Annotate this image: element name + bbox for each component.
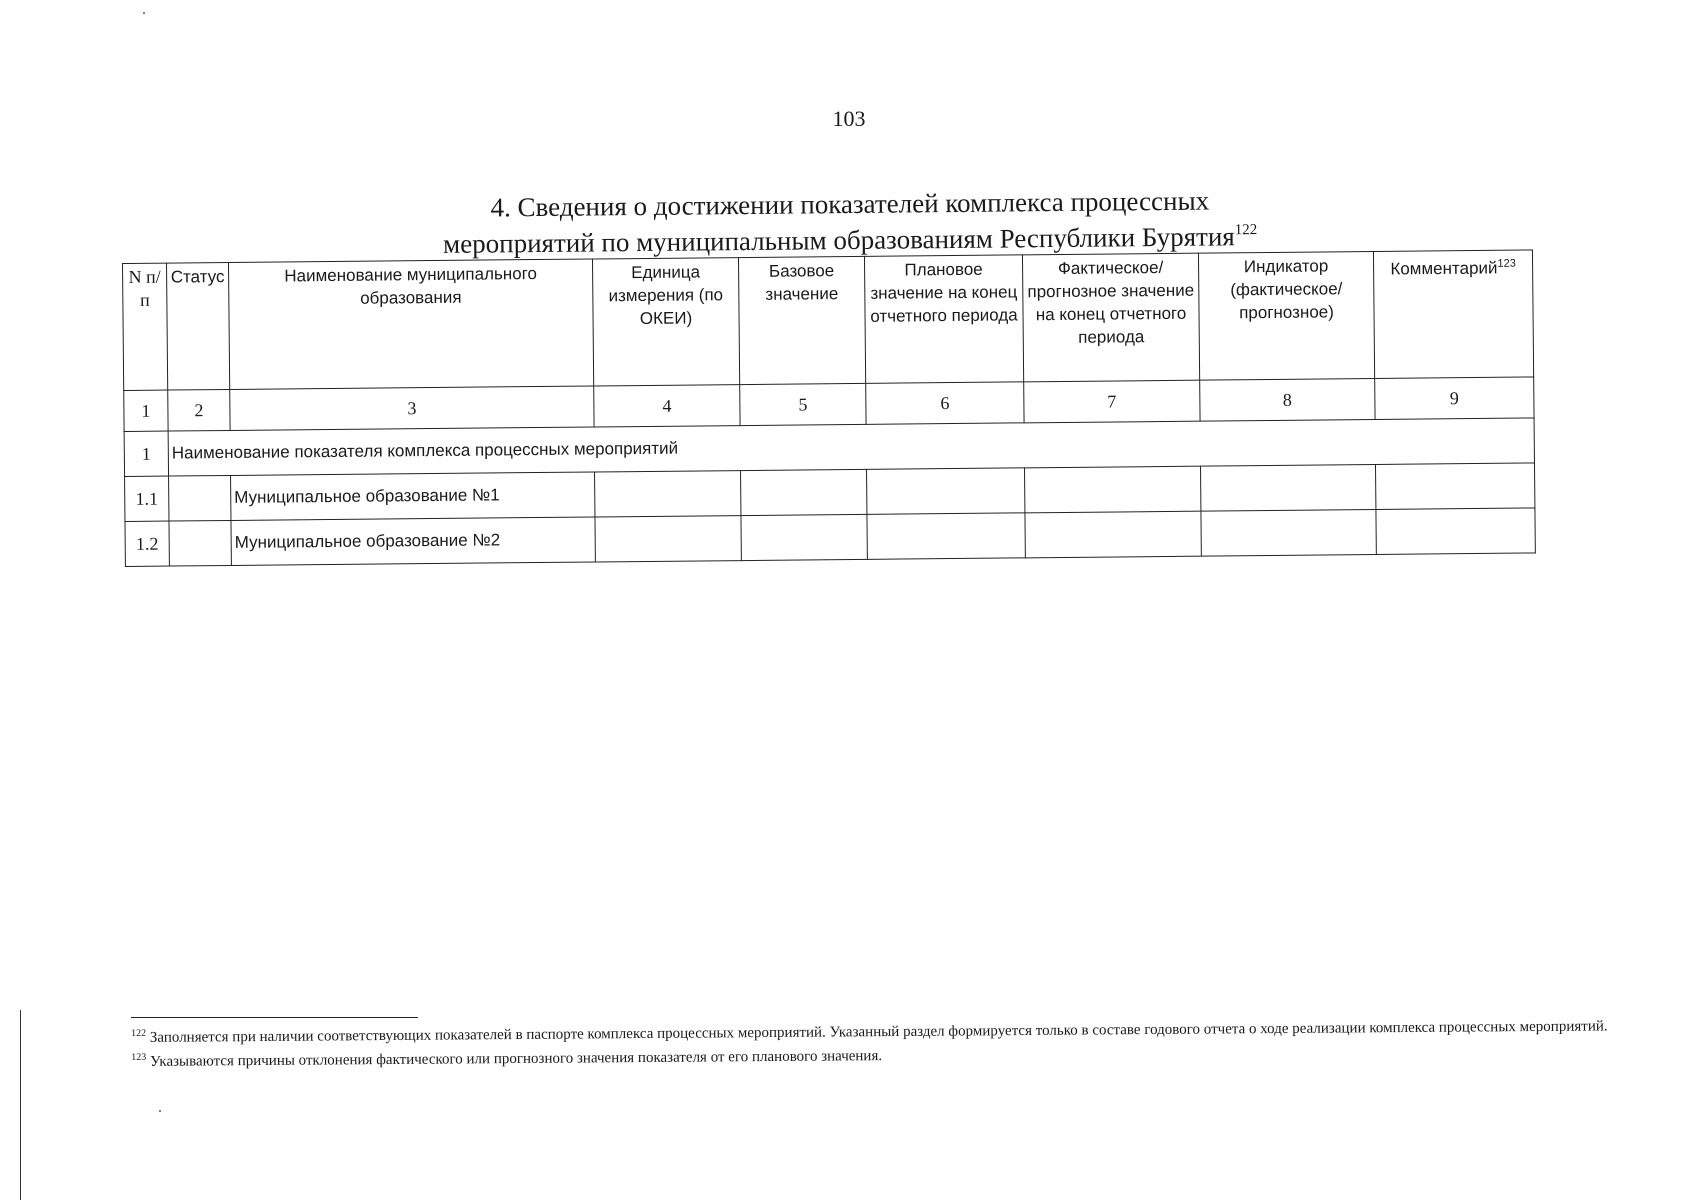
header-actual-value: Фактическое/прогнозное значение на конец отчетного периода	[1022, 253, 1199, 382]
indicators-table	[122, 249, 1536, 567]
title-footnote-ref: 122	[1234, 222, 1258, 239]
scan-speck	[159, 1110, 161, 1112]
row-base-value-cell	[741, 514, 867, 560]
row-number: 1.2	[125, 521, 169, 566]
row-actual-value-cell	[1025, 511, 1201, 558]
column-number: 8	[1200, 378, 1375, 421]
row-municipality-name: Муниципальное образование №1	[231, 472, 595, 520]
header-row	[123, 250, 1534, 391]
footnote-123-ref: 123	[131, 1051, 147, 1063]
header-comment-text: Комментарий	[1390, 258, 1498, 279]
row-indicator-cell	[1200, 464, 1375, 511]
row-unit-cell	[595, 516, 741, 562]
header-comment-ref: 123	[1497, 257, 1516, 270]
column-number: 4	[594, 385, 740, 427]
title-line-2-text: мероприятий по муниципальным образованиям Республики Бурятия	[442, 221, 1235, 259]
indicators-table-wrap	[122, 249, 1535, 567]
header-municipality-name: Наименование муниципального образования	[228, 259, 593, 389]
row-indicator-cell	[1201, 509, 1376, 556]
footnote-123-text: Указываются причины отклонения фактического или прогнозного значения показателя от его планового значения.	[149, 1048, 883, 1070]
page-number: 103	[832, 106, 866, 131]
scan-edge-line	[20, 1010, 21, 1200]
group-row-number: 1	[124, 431, 168, 476]
column-number: 3	[230, 386, 594, 430]
row-status-cell	[169, 520, 231, 566]
row-planned-value-cell	[867, 468, 1025, 515]
row-actual-value-cell	[1025, 466, 1201, 513]
row-number: 1.1	[125, 476, 169, 521]
header-planned-value: Плановое значение на конец отчетного периода	[864, 255, 1023, 384]
row-base-value-cell	[741, 469, 867, 515]
header-number: N п/п	[123, 263, 168, 390]
footnote-separator	[131, 1017, 418, 1018]
footnote-122-text: Заполняется при наличии соответствующих показателей в паспорте комплекса процессных мероприятий. Указанный раздел формируется только в составе годового отчета о ходе реализации комплекса процессных мероприятий.	[149, 1018, 1608, 1046]
row-comment-cell	[1375, 463, 1534, 510]
row-status-cell	[169, 475, 231, 521]
header-base-value: Базовое значение	[738, 256, 865, 384]
column-number: 6	[866, 382, 1024, 425]
title-line-1: 4. Сведения о достижении показателей комплекса процессных	[490, 185, 1210, 223]
row-comment-cell	[1376, 508, 1535, 555]
column-number: 2	[168, 389, 230, 431]
scan-speck	[143, 12, 145, 14]
column-number: 1	[124, 390, 168, 431]
row-unit-cell	[595, 471, 741, 517]
column-number: 7	[1024, 380, 1200, 423]
footnote-122-ref: 122	[131, 1027, 147, 1039]
footnotes	[131, 1012, 1611, 1072]
column-number: 5	[740, 383, 866, 425]
header-indicator: Индикатор (фактическое/прогнозное)	[1198, 251, 1374, 380]
header-status: Статус	[167, 262, 230, 390]
group-row-label: Наименование показателя комплекса процессных мероприятий	[168, 418, 1534, 476]
header-unit: Единица измерения (по ОКЕИ)	[592, 258, 739, 386]
row-planned-value-cell	[867, 513, 1025, 560]
column-number: 9	[1375, 377, 1534, 420]
row-municipality-name: Муниципальное образование №2	[231, 517, 595, 565]
header-comment	[1373, 250, 1533, 379]
